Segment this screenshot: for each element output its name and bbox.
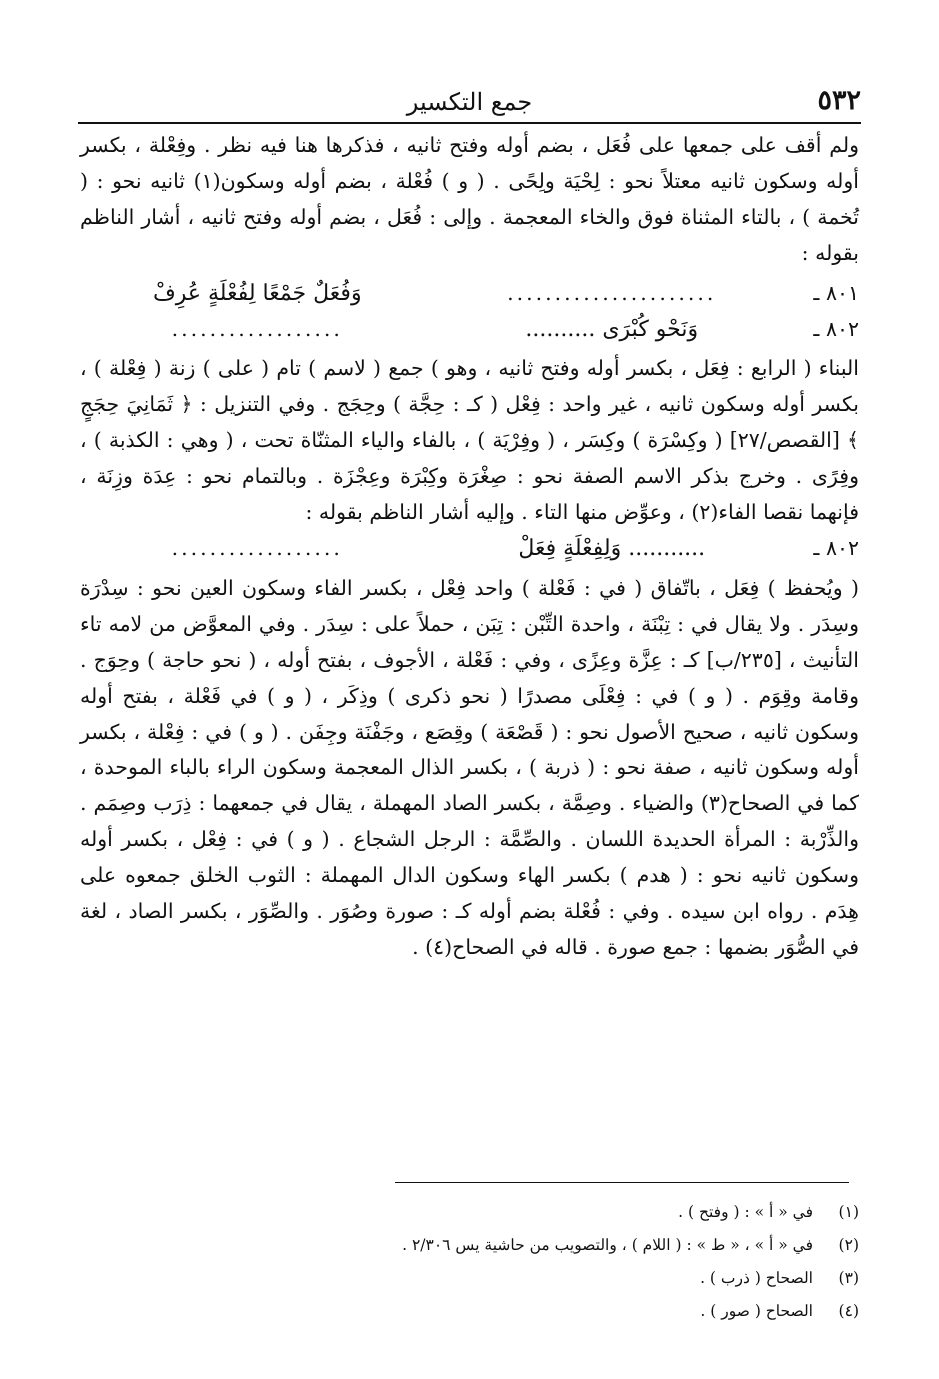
verse-hemistich-left: وَفُعَلٌ جَمْعًا لِفُعْلَةٍ عُرِفْ [152,280,362,306]
footnote-text: الصحاح ( ذرب ) . [700,1269,813,1287]
footnote-number: (٤) [838,1302,859,1320]
footnote [80,1229,859,1262]
verse-802b [80,531,859,567]
footnotes [80,1196,859,1328]
footnote-text: في « أ » ، « ط » : ( اللام ) ، والتصويب من حاشية يس ٢/٣٠٦ . [402,1236,813,1254]
page-number: ٥٣٢ [817,85,861,116]
paragraph-3: ( ويُحفظ ) فِعَل ، باتّفاق ( في : فَعْلة ) واحد فِعْل ، بكسر الفاء وسكون العين نحو : سِدْرَة وسِدَر . ولا يقال في : تِبْنَة ، واحدة التِّبْن : تِبَن ، حملاً على : سِدَر . وفي المعوَّض من لامه تاء التأنيث ، [٢٣٥/ب] كـ : عِزَّة وعِزًى ، وفي : فَعْلة ، الأجوف ، بفتح أوله ، ( نحو حاجة ) وحِوَج . وقامة وقِوَم . ( و ) في : فِعْلَى مصدرًا ( نحو ذكرى ) وذِكَر ، ( و ) في فَعْلة ، بفتح أوله وسكون ثانيه ، صحيح الأصول نحو : ( قَصْعَة ) وقِصَع ، وجَفْنَة وجِفَن . ( و ) في : فِعْلة ، بكسر أوله وسكون ثانيه ، صفة نحو : ( ذربة ) ، بكسر الذال المعجمة وسكون الراء بالباء الموحدة ، كما في الصحاح(٣) والضياء . وصِمَّة ، بكسر الصاد المهملة ، يقال في جمعهما : ذِرَب وصِمَم . والذِّرْبة : المرأة الحديدة اللسان . والصِّمَّة : الرجل الشجاع . ( و ) في : فِعْل ، بكسر أوله وسكون ثانيه نحو : ( هدم ) بكسر الهاء وسكون الدال المهملة : الثوب الخلق جمعوه على هِدَم . رواه ابن سيده . وفي : فُعْلة بضم أوله كـ : صورة وصُوَر . والصِّوَر ، بكسر الصاد ، لغة في الصُّوَر بضمها : جمع صورة . قاله في الصحاح(٤) . [80,575,859,959]
main-text [80,128,859,966]
footnote-text: في « أ » : ( وفتح ) . [678,1203,813,1221]
footnote-number: (٢) [838,1236,859,1254]
verse-hemistich-left: .................. [171,316,343,341]
footnote-number: (١) [838,1203,859,1221]
verse-number: ٨٠١ ـ [813,280,859,305]
verse-hemistich-right: وَنَحْو كُبْرَى .......... [525,316,699,342]
verse-hemistich-right: ...................... [507,280,717,305]
footnote-text: الصحاح ( صور ) . [700,1302,813,1320]
footnote [80,1196,859,1229]
footnote-number: (٣) [838,1269,859,1287]
page-header [78,72,861,124]
paragraph-2: البناء ( الرابع : فِعَل ، بكسر أوله وفتح ثانيه ، وهو ) جمع ( لاسم ) تام ( على ) زنة ( فِعْلة ) ، بكسر أوله وسكون ثانيه ، غير واحد : فِعْل ( كـ : حِجَّة ) وحِجَج . وفي التنزيل : ﴿ ثَمَانِيَ حِجَجٍ ﴾ [القصص/٢٧] ( وكِسْرَة ) وكِسَر ، ( وفِرْيَة ) ، بالفاء والياء المثنّاة تحت ، ( وهي : الكذبة ) ، وفِرًى . وخرج بذكر الاسم الصفة نحو : صِغْرَة وكِبْرَة وعِجْزَة . وبالتمام نحو : عِدَة وزِنَة ، فإنهما نقصا الفاء(٢) ، وعوِّض منها التاء . وإليه أشار الناظم بقوله : [80,356,860,525]
verse-802a [80,312,859,348]
verse-hemistich-left: .................. [171,535,343,560]
page-title: جمع التكسير [406,88,533,116]
verse-number: ٨٠٢ ـ [813,316,859,341]
footnote [80,1262,859,1295]
verse-hemistich-right: ........... وَلِفِعْلَةٍ فِعَلْ [518,535,706,561]
verse-number: ٨٠٢ ـ [813,535,859,560]
verse-801 [80,276,859,312]
paragraph-1: ولم أقف على جمعها على فُعَل ، بضم أوله وفتح ثانيه ، فذكرها هنا فيه نظر . وفِعْلة ، بكسر أوله وسكون ثانيه معتلاً نحو : لِحْيَة ولِحًى . ( و ) فُعْلة ، بضم أوله وسكون(١) ثانيه نحو : ( تُخمة ) ، بالتاء المثناة فوق والخاء المعجمة . وإلى : فُعَل ، بضم أوله وفتح ثانيه ، أشار الناظم بقوله : [80,133,859,265]
footnote [80,1295,859,1328]
footnote-separator [395,1182,849,1183]
